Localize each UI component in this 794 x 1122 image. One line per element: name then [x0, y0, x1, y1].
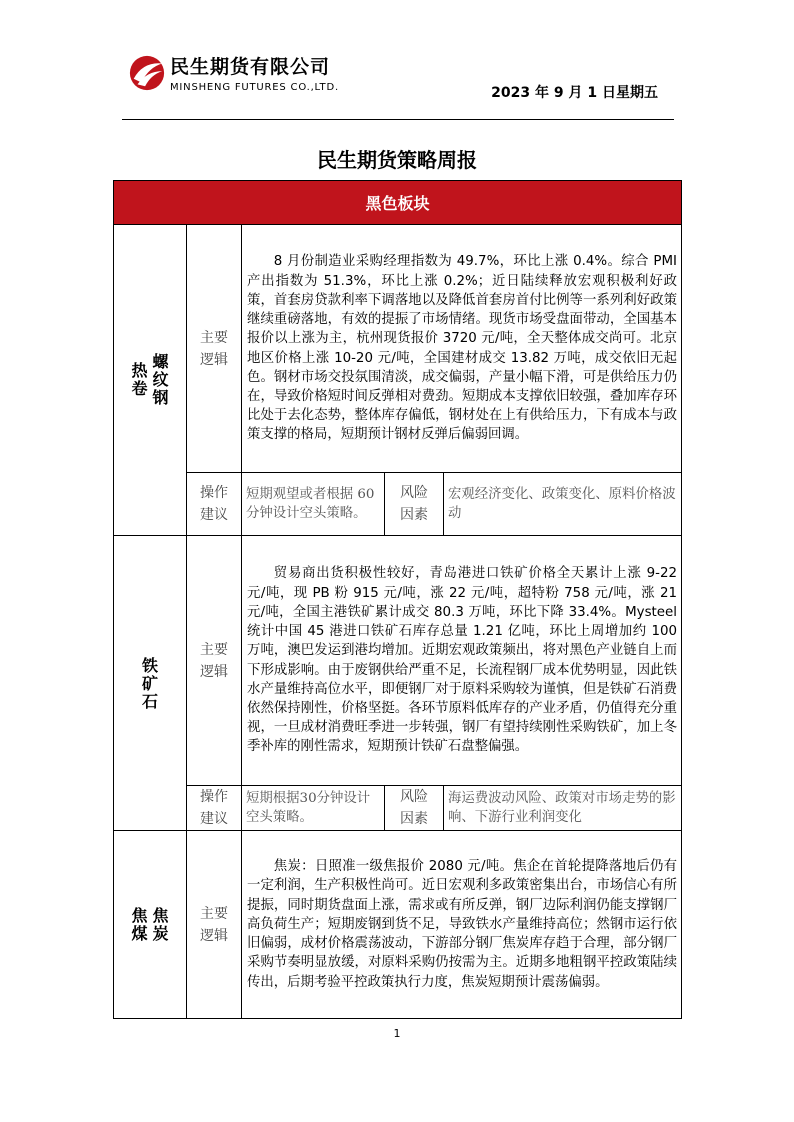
risk-text: 海运费波动风险、政策对市场走势的影响、下游行业利润变化	[444, 786, 682, 831]
category-iron-ore	[114, 536, 187, 831]
category-name: 焦煤	[131, 906, 148, 943]
company-name-en: MINSHENG FUTURES CO.,LTD.	[170, 82, 339, 93]
risk-label: 风险 因素	[385, 473, 444, 536]
advice-text: 短期观望或者根据 60 分钟设计空头策略。	[242, 473, 385, 536]
logic-label: 主要 逻辑	[187, 536, 242, 786]
category-name: 焦炭	[152, 906, 169, 943]
category-coke-coal	[114, 831, 187, 1019]
category-rebar-hotcoil	[114, 225, 187, 536]
advice-label: 操作 建议	[187, 473, 242, 536]
company-name-cn: 民生期货有限公司	[170, 56, 331, 78]
minsheng-logo-icon	[128, 54, 166, 92]
logic-text: 焦炭：日照准一级焦报价 2080 元/吨。焦企在首轮提降落地后仍有一定利润，生产积极性尚可。近日宏观利多政策密集出台，市场信心有所提振，同时期货盘面上涨，需求或有所反弹，钢厂边际利润仍能支撑钢厂高负荷生产；短期废钢到货不足，导致铁水产量维持高位；然钢市运行依旧偏弱，成材价格震荡波动，下游部分钢厂焦炭库存趋于合理，部分钢厂采购节奏明显放缓，对原料采购仍按需为主。近期多地粗钢平控政策陆续传出，后期考验平控政策执行力度，焦炭短期预计震荡偏弱。	[242, 831, 682, 1019]
category-name: 热卷	[131, 361, 148, 398]
advice-label: 操作 建议	[187, 786, 242, 831]
advice-text: 短期根据30分钟设计空头策略。	[242, 786, 385, 831]
page-header	[122, 48, 674, 120]
logic-label: 主要 逻辑	[187, 225, 242, 473]
page-title: 民生期货策略周报	[317, 148, 477, 172]
header-divider	[122, 119, 674, 120]
report-date: 2023 年 9 月 1 日星期五	[491, 85, 658, 101]
category-name: 螺纹钢	[152, 352, 169, 407]
risk-label: 风险 因素	[385, 786, 444, 831]
logic-text: 贸易商出货积极性较好，青岛港进口铁矿价格全天累计上涨 9-22 元/吨，现 PB 粉 915 元/吨，涨 22 元/吨，超特粉 758 元/吨，涨 21 元/吨，全国主港铁矿累计成交 80.3 万吨，环比下降 33.4%。Mysteel 统计中国 45 港进口铁矿石库存总量 1.21 亿吨，环比上周增加约 100 万吨，澳巴发运到港均增加。近期宏观政策频出，将对黑色产业链自上而下形成影响。由于废钢供给严重不足，长流程钢厂成本优势明显，因此铁水产量维持高位水平，即便钢厂对于原料采购较为谨慎，但是铁矿石消费依然保持刚性，价格坚挺。各环节原料低库存的产业矛盾，仍值得充分重视，一旦成材消费旺季进一步转强，钢厂有望持续刚性采购铁矿，加上冬季补库的刚性需求，短期预计铁矿石盘整偏强。	[242, 536, 682, 786]
logic-label: 主要 逻辑	[187, 831, 242, 1019]
page-number: 1	[393, 1027, 401, 1040]
category-name: 铁矿石	[141, 655, 158, 711]
risk-text: 宏观经济变化、政策变化、原料价格波动	[444, 473, 682, 536]
logic-text: 8 月份制造业采购经理指数为 49.7%，环比上涨 0.4%。综合 PMI 产出指数为 51.3%，环比上涨 0.2%；近日陆续释放宏观积极利好政策，首套房贷款利率下调落地以及降低首套房首付比例等一系列利好政策继续重磅落地，有效的提振了市场情绪。现货市场受盘面带动，全国基本报价以上涨为主，杭州现货报价 3720 元/吨，全天整体成交尚可。北京地区价格上涨 10-20 元/吨，全国建材成交 13.82 万吨，成交依旧无起色。钢材市场交投氛围清淡，成交偏弱，产量小幅下滑，可是供给压力仍在，导致价格短时间反弹相对费劲。短期成本支撑依旧较强，叠加库存环比处于去化态势，整体库存偏低，钢材处在上有供给压力，下有成本与政策支撑的格局，短期预计钢材反弹后偏弱回调。	[242, 225, 682, 473]
strategy-table	[113, 180, 682, 1019]
section-header: 黑色板块	[114, 181, 682, 225]
